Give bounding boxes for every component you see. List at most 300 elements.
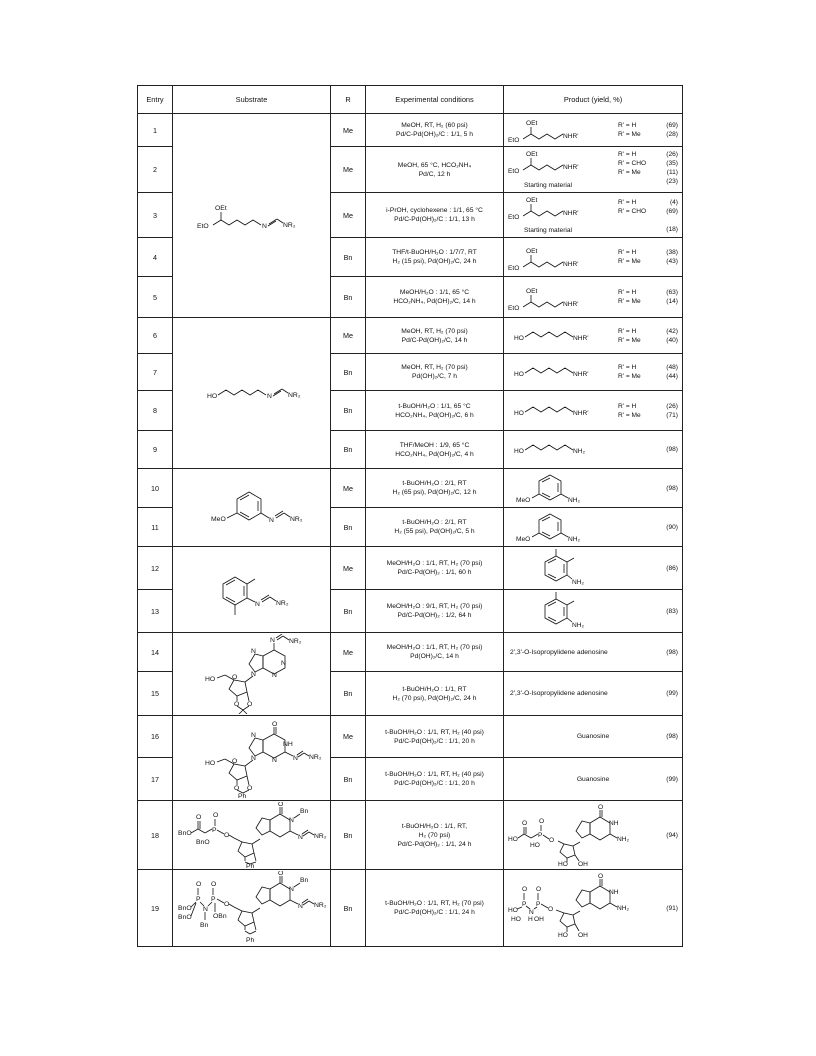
atom-label: HO: [511, 916, 521, 923]
bond: [217, 899, 224, 903]
condition-line: H₂ (15 psi), Pd(OH)₂/C, 24 h: [392, 258, 477, 265]
header-substrate: Substrate: [173, 86, 331, 114]
product-label: R' = Me: [618, 411, 641, 419]
atom-label: O: [522, 820, 528, 827]
atom-label: N: [271, 757, 277, 764]
bond: [229, 835, 234, 838]
atom-label: O: [231, 674, 237, 681]
entry-cell: 10: [138, 469, 173, 508]
r-cell: Bn: [331, 801, 366, 870]
atom-label: NH₂: [572, 579, 585, 586]
bond: [239, 710, 243, 714]
bond: [576, 821, 590, 838]
chemical-structure: [506, 469, 616, 507]
entry-cell: 12: [138, 547, 173, 590]
atom-label: MeO: [210, 515, 226, 523]
product-cell: [504, 354, 683, 391]
product-cell: [504, 508, 683, 547]
yield-value: (63): [666, 289, 678, 296]
yield-value: (4): [669, 199, 678, 206]
r-cell: Me: [331, 469, 366, 508]
atom-label: N: [250, 755, 256, 762]
conditions-cell: [366, 870, 504, 947]
bond: [590, 886, 610, 909]
results-table: [137, 85, 683, 947]
atom-label: NR₂: [313, 902, 326, 909]
product-label: R' = H: [618, 122, 637, 129]
atom-label: O: [539, 818, 545, 825]
entry-cell: 4: [138, 238, 173, 277]
product-cell: [504, 672, 683, 716]
r-cell: Me: [331, 318, 366, 354]
bond: [229, 904, 234, 907]
conditions-cell: [366, 469, 504, 508]
atom-label: NH₂: [617, 836, 630, 843]
conditions-cell: [366, 633, 504, 672]
atom-label: NH₂: [568, 497, 581, 504]
product-cell: [504, 431, 683, 469]
yield-value: (86): [666, 564, 678, 572]
atom-label: O: [549, 837, 555, 844]
bond: [191, 829, 198, 833]
bond: [245, 931, 250, 934]
product-cell: [504, 547, 683, 590]
bond: [525, 407, 573, 412]
atom-label: O: [231, 758, 237, 765]
condition-line: H₂ (70 psi): [418, 831, 451, 839]
atom-label: OH: [578, 861, 588, 867]
conditions-cell: [366, 801, 504, 870]
r-cell: Bn: [331, 672, 366, 716]
bond: [254, 922, 256, 930]
condition-line: Pd/C-Pd(OH)₂/C : 1/1, 5 h: [396, 131, 473, 138]
bond: [245, 760, 253, 766]
atom-label: EtO: [508, 214, 520, 221]
atom-label: N: [254, 600, 260, 608]
atom-label: OEt: [526, 120, 538, 127]
header-conditions: Experimental conditions: [366, 86, 504, 114]
bond: [290, 900, 298, 904]
product-label: R' = H: [618, 364, 637, 371]
bond: [256, 887, 270, 904]
atom-label: EtO: [508, 168, 520, 175]
atom-label: HO: [514, 335, 524, 342]
bond: [524, 834, 531, 838]
product-cell: [504, 277, 683, 318]
atom-label: NR₂: [275, 599, 288, 607]
atom-label: O: [548, 906, 554, 913]
condition-line: t-BuOH/H₂O : 1/1, RT, H₂ (70 psi): [385, 900, 484, 907]
bond: [567, 601, 574, 605]
bond: [240, 512, 249, 517]
header-entry: Entry: [138, 86, 173, 114]
substrate-methoxyphenyl-formamidine: [173, 469, 331, 547]
conditions-cell: [366, 277, 504, 318]
chemical-structure: [506, 547, 616, 589]
yield-value: (99): [666, 775, 678, 783]
atom-label: BnO: [195, 839, 210, 846]
bond: [252, 908, 260, 913]
atom-label: N: [266, 393, 272, 400]
chemical-structure: [506, 114, 606, 146]
conditions-cell: [366, 391, 504, 431]
product-label: R' = Me: [618, 258, 641, 265]
atom-label: OH: [578, 932, 588, 939]
atom-label: NH: [282, 741, 293, 748]
substrate-phosphonoacetyl-guanosine: [173, 801, 331, 870]
atom-label: O: [271, 721, 277, 728]
bond: [561, 533, 568, 537]
atom-label: O: [195, 881, 201, 888]
chemical-structure: [174, 871, 330, 945]
condition-line: i-PrOH, cyclohexene : 1/1, 65 °C: [386, 207, 483, 214]
condition-line: MeOH, 65 °C, HCO₂NH₄: [397, 161, 472, 169]
atom-label: O: [522, 886, 528, 893]
atom-label: N: [271, 672, 277, 679]
bond: [270, 883, 290, 906]
r-cell: Bn: [331, 391, 366, 431]
conditions-cell: [366, 318, 504, 354]
yield-value: (18): [666, 226, 678, 233]
atom-label: Starting material: [524, 182, 573, 189]
product-label: R' = H: [618, 402, 637, 410]
bond: [226, 597, 235, 602]
atom-label: O: [233, 701, 239, 708]
chemical-structure: [506, 870, 656, 944]
condition-line: MeOH, RT, H₂ (60 psi): [401, 122, 468, 129]
atom-label: P: [538, 832, 543, 839]
atom-label: NR₂: [282, 221, 295, 229]
atom-label: O: [598, 873, 604, 880]
atom-label: NR₂: [288, 638, 301, 645]
bond: [237, 706, 243, 710]
yield-value: (90): [666, 523, 678, 531]
atom-label: NH₂: [617, 905, 630, 912]
product-cell: [504, 193, 683, 238]
yield-value: (98): [666, 733, 678, 740]
product-cell: [504, 590, 683, 633]
yield-value: (69): [666, 122, 678, 129]
bond: [610, 903, 617, 907]
bond: [249, 738, 263, 756]
product-label: R' = Me: [618, 373, 641, 380]
bond: [227, 513, 237, 518]
table-header-row: [138, 86, 683, 114]
r-cell: Me: [331, 716, 366, 758]
entry-cell: 14: [138, 633, 173, 672]
atom-label: N: [250, 648, 256, 655]
atom-label: NR₂: [308, 754, 321, 761]
product-cell: [504, 870, 683, 947]
yield-value: (28): [666, 131, 678, 138]
bond: [525, 445, 573, 450]
bond: [275, 511, 283, 516]
atom-label: HO: [206, 393, 217, 400]
substrate-imidodiphosphate-guanosine: [173, 870, 331, 947]
atom-label: N: [288, 886, 294, 893]
bond: [250, 931, 256, 934]
table-row: [138, 801, 683, 870]
atom-label: P: [536, 901, 541, 908]
entry-cell: 5: [138, 277, 173, 318]
product-label: R' = Me: [618, 336, 641, 344]
atom-label: Starting material: [524, 227, 573, 234]
atom-label: EtO: [196, 222, 209, 230]
chemical-structure: [506, 193, 606, 237]
r-cell: Me: [331, 193, 366, 238]
product-cell: [504, 147, 683, 193]
substrate-acetal-formamidine: [173, 114, 331, 318]
atom-label: Ph: [245, 863, 254, 868]
atom-label: P: [522, 901, 527, 908]
condition-line: MeOH/H₂O : 9/1, RT, H₂ (70 psi): [386, 603, 483, 610]
bond: [223, 577, 247, 605]
atom-label: EtO: [508, 265, 520, 272]
product-label: R' = CHO: [618, 160, 647, 167]
atom-label: EtO: [508, 305, 520, 312]
table-row: [138, 633, 683, 672]
product-cell: [504, 716, 683, 758]
yield-value: (43): [666, 258, 678, 265]
conditions-cell: [366, 193, 504, 238]
atom-label: N: [292, 755, 298, 762]
table-row: [138, 114, 683, 147]
atom-label: NH: [609, 889, 619, 896]
atom-label: N: [202, 906, 208, 913]
atom-label: HO: [514, 371, 524, 378]
yield-value: (38): [666, 249, 678, 256]
product-cell: [504, 391, 683, 431]
atom-label: NH₂: [572, 622, 585, 629]
r-cell: Bn: [331, 431, 366, 469]
atom-label: P: [195, 896, 201, 903]
bond: [254, 853, 256, 861]
atom-label: N: [269, 637, 275, 644]
condition-line: Pd/C-Pd(OH)₂/C, 14 h: [401, 336, 468, 344]
entry-cell: 9: [138, 431, 173, 469]
bond: [590, 817, 610, 840]
conditions-cell: [366, 431, 504, 469]
bond: [243, 706, 249, 710]
product-label: R' = H: [618, 249, 637, 256]
entry-cell: 3: [138, 193, 173, 238]
entry-cell: 15: [138, 672, 173, 716]
chemical-structure: [506, 590, 616, 632]
product-label: R' = Me: [618, 131, 641, 138]
table-row: [138, 716, 683, 758]
conditions-cell: [366, 114, 504, 147]
condition-line: Pd/C, 12 h: [418, 170, 451, 178]
atom-label: Bn: [299, 877, 308, 884]
bond: [270, 814, 290, 837]
entry-cell: 13: [138, 590, 173, 633]
condition-line: Pd/C-Pd(OH)₂/C : 1/1, 20 h: [394, 780, 475, 787]
entry-cell: 19: [138, 870, 173, 947]
atom-label: O: [598, 804, 604, 811]
product-cell: [504, 114, 683, 147]
yield-value: (94): [666, 831, 678, 839]
conditions-cell: [366, 758, 504, 801]
chemical-structure: [506, 277, 606, 317]
bond: [567, 558, 574, 562]
bond: [610, 834, 617, 838]
bond: [218, 390, 266, 395]
chemical-structure: [174, 802, 330, 868]
bond: [525, 368, 573, 373]
atom-label: O: [536, 886, 542, 893]
bond: [290, 831, 298, 835]
condition-line: H₂ (70 psi), Pd(OH)₂/C, 24 h: [392, 694, 477, 702]
conditions-cell: [366, 508, 504, 547]
chemical-structure: [506, 391, 616, 430]
condition-line: Pd/C-Pd(OH)₂ : 1/1, 60 h: [397, 569, 472, 576]
bond: [234, 907, 242, 911]
chemical-structure: [177, 478, 327, 538]
yield-value: (26): [666, 151, 678, 158]
atom-label: HO: [558, 932, 568, 939]
chemical-structure: [506, 238, 606, 276]
atom-label: NHR': [563, 301, 579, 308]
bond: [560, 844, 575, 858]
condition-line: HCO₂NH₄, Pd(OH)₂/C, 6 h: [395, 411, 474, 419]
r-cell: Bn: [331, 590, 366, 633]
bond: [560, 913, 575, 927]
bond: [213, 220, 261, 225]
yield-value: (71): [666, 411, 678, 419]
r-cell: Me: [331, 633, 366, 672]
atom-label: O: [277, 802, 283, 808]
r-cell: Bn: [331, 870, 366, 947]
yield-value: (69): [666, 208, 678, 215]
r-cell: Me: [331, 114, 366, 147]
r-cell: Bn: [331, 354, 366, 391]
product-label: R' = Me: [618, 169, 641, 176]
atom-label: N: [288, 817, 294, 824]
r-cell: Bn: [331, 508, 366, 547]
atom-label: O: [210, 881, 216, 888]
chemical-structure: [506, 431, 616, 468]
atom-label: N: [529, 909, 534, 916]
chemical-structure: [177, 634, 327, 714]
bond: [247, 692, 249, 701]
yield-value: (14): [666, 298, 678, 305]
atom-label: NHR': [563, 133, 579, 140]
conditions-cell: [366, 147, 504, 193]
atom-label: NH₂: [568, 536, 581, 543]
atom-label: OEt: [526, 288, 538, 295]
atom-label: HO: [514, 448, 524, 455]
yield-value: (48): [666, 364, 678, 371]
yield-value: (40): [666, 336, 678, 344]
atom-label: OEt: [526, 197, 538, 204]
bond: [575, 924, 579, 931]
condition-line: t-BuOH/H₂O : 1/1, RT, H₂ (40 psi): [385, 728, 484, 736]
table-row: [138, 469, 683, 508]
yield-value: (42): [666, 327, 678, 335]
condition-line: Pd/C-Pd(OH)₂/C : 1/1, 20 h: [394, 737, 475, 745]
bond: [234, 838, 242, 842]
atom-label: O: [223, 832, 229, 839]
bond: [198, 829, 205, 833]
bond: [556, 910, 564, 913]
bond: [531, 834, 538, 838]
condition-line: MeOH, RT, H₂ (70 psi): [401, 364, 468, 371]
condition-line: H₂ (65 psi), Pd(OH)₂/C, 12 h: [392, 489, 477, 496]
yield-value: (83): [666, 607, 678, 615]
atom-label: O: [195, 814, 201, 821]
atom-label: NHR': [563, 210, 579, 217]
condition-line: t-BuOH/H₂O : 2/1, RT: [402, 480, 467, 487]
chemical-structure: [177, 196, 327, 236]
condition-line: t-BuOH/H₂O : 1/1, RT,: [401, 822, 468, 830]
bond: [261, 595, 269, 600]
product-cell: [504, 633, 683, 672]
bond: [576, 890, 590, 907]
product-label: R' = H: [618, 289, 637, 296]
atom-label: N: [250, 732, 256, 739]
atom-label: Ph: [245, 937, 254, 944]
atom-label: N: [297, 903, 303, 910]
bond: [238, 911, 254, 926]
substrate-isopropylidene-adenosine-formamidine: [173, 633, 331, 716]
chemical-structure: [506, 354, 616, 390]
atom-label: N: [250, 671, 256, 678]
product-cell: [504, 469, 683, 508]
atom-label: N: [280, 660, 286, 667]
atom-label: NHR': [573, 335, 589, 342]
condition-line: Pd/C-Pd(OH)₂ : 1/1, 24 h: [397, 840, 472, 848]
bond: [523, 134, 563, 139]
bond: [261, 513, 269, 518]
bond: [573, 911, 580, 915]
bond: [525, 332, 573, 337]
atom-label: BnO: [177, 905, 192, 912]
bond: [229, 680, 247, 696]
atom-label: OEt: [214, 204, 227, 212]
bond: [573, 842, 580, 846]
atom-label: HO: [508, 907, 518, 914]
entry-cell: 16: [138, 716, 173, 758]
atom-label: NHR': [563, 164, 579, 171]
bond: [256, 818, 270, 835]
product-label: R' = H: [618, 199, 637, 206]
atom-label: Bn: [199, 922, 208, 929]
atom-label: NHR': [573, 410, 589, 417]
table-row: [138, 318, 683, 354]
conditions-cell: [366, 354, 504, 391]
atom-label: BnO: [177, 830, 192, 837]
bond: [276, 513, 284, 518]
atom-label: P: [211, 827, 217, 834]
header-r: R: [331, 86, 366, 114]
yield-value: (35): [666, 160, 678, 167]
bond: [541, 904, 548, 908]
product-name: Guanosine: [576, 733, 610, 740]
bond: [247, 579, 255, 584]
product-label: R' = CHO: [618, 208, 647, 215]
yield-value: (98): [666, 484, 678, 492]
atom-label: NR₂: [289, 515, 302, 523]
conditions-cell: [366, 238, 504, 277]
chemical-structure: [506, 147, 606, 192]
entry-cell: 17: [138, 758, 173, 801]
atom-label: N: [268, 516, 274, 524]
entry-cell: 2: [138, 147, 173, 193]
bond: [205, 829, 212, 833]
table-row: [138, 870, 683, 947]
yield-value: (23): [666, 178, 678, 185]
atom-label: O: [246, 701, 252, 708]
